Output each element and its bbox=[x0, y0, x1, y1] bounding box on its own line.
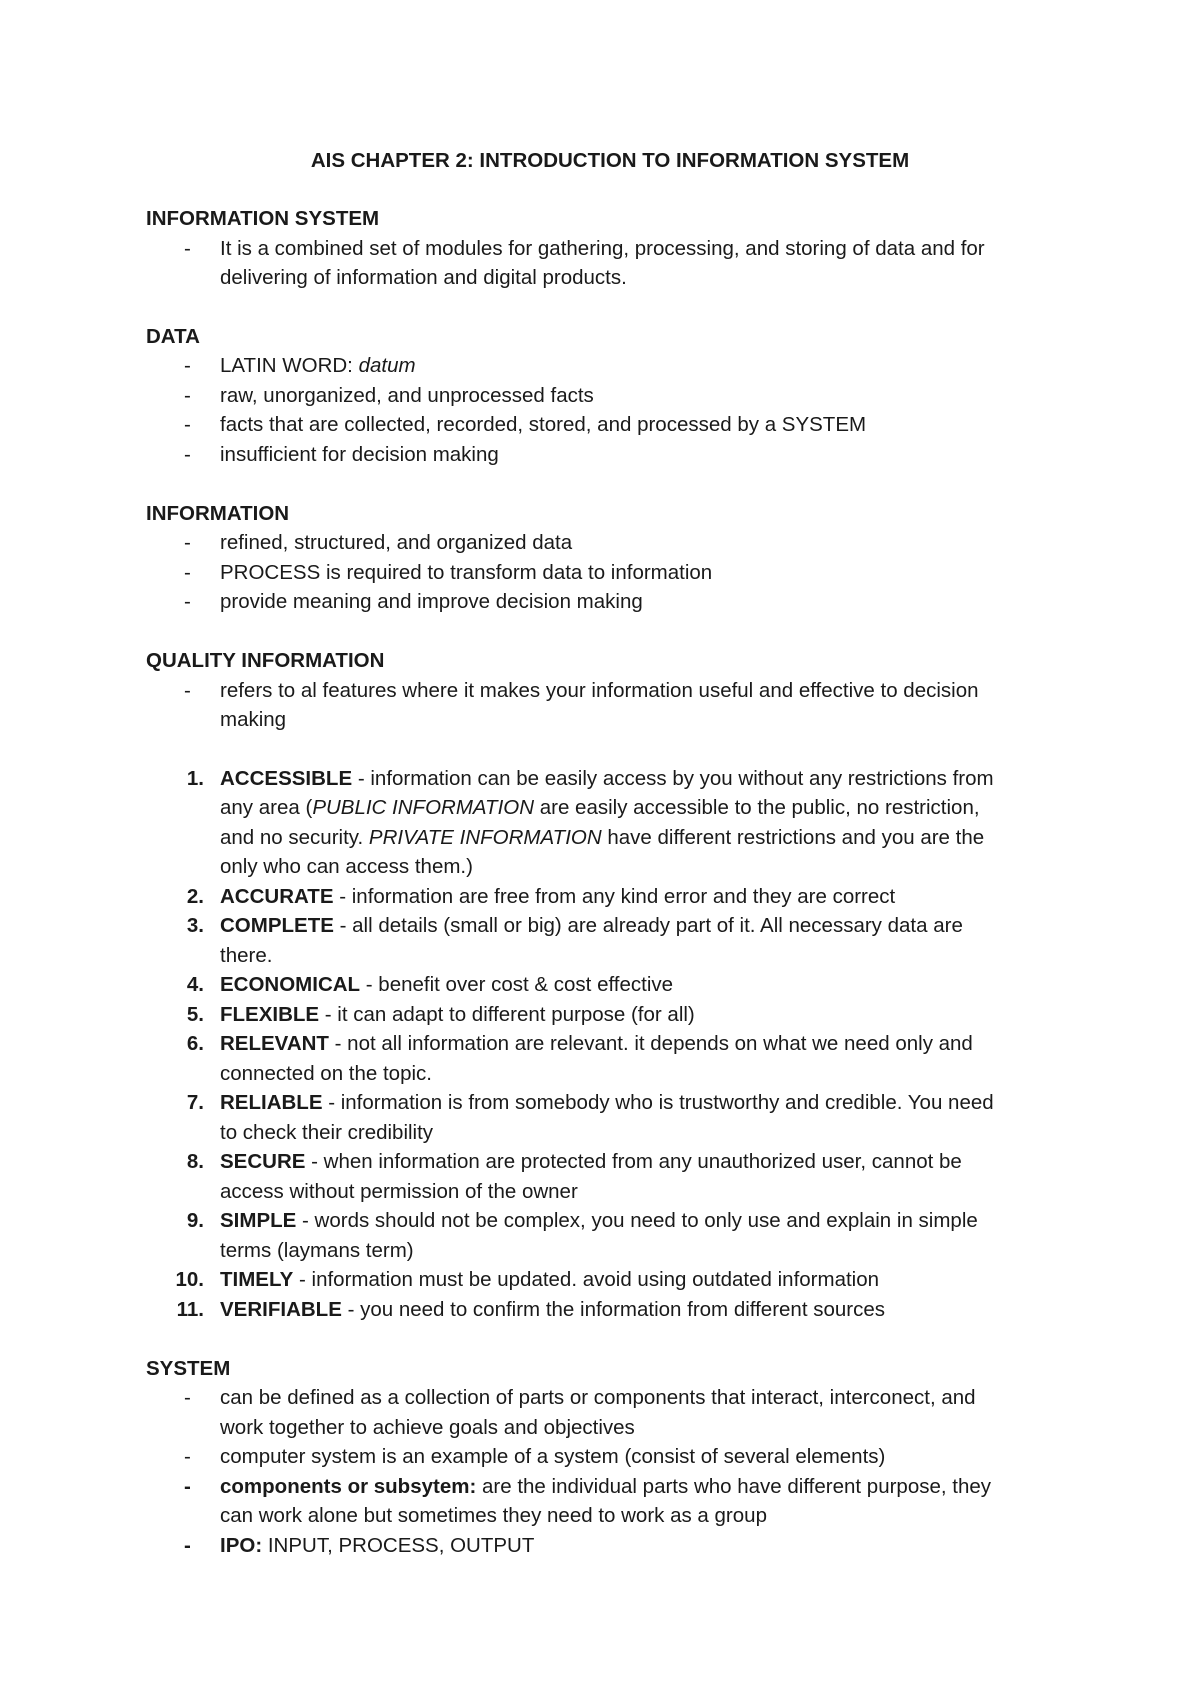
heading-system: SYSTEM bbox=[146, 1357, 231, 1380]
list-item-text: - when information are protected from any unauthorized user, cannot be bbox=[305, 1150, 962, 1173]
list-number: 7. bbox=[186, 1091, 204, 1114]
list-item-complete-line-1 bbox=[220, 911, 963, 941]
list-item-term: TIMELY bbox=[220, 1268, 294, 1291]
system-bullet-3-bold: components or subsytem: bbox=[220, 1475, 477, 1498]
list-item-term: FLEXIBLE bbox=[220, 1003, 320, 1026]
page-title: AIS CHAPTER 2: INTRODUCTION TO INFORMATION SYSTEM bbox=[310, 149, 910, 172]
list-item-text: have different restrictions and you are the bbox=[601, 826, 985, 849]
list-item-simple-line-2: terms (laymans term) bbox=[220, 1239, 414, 1262]
list-item-economical bbox=[220, 970, 673, 1000]
bullet-dash: - bbox=[184, 590, 191, 613]
list-item-verifiable bbox=[220, 1295, 885, 1325]
list-number: 8. bbox=[186, 1150, 204, 1173]
list-item-term: ACCURATE bbox=[220, 885, 334, 908]
list-item-accessible-line-1 bbox=[220, 764, 994, 794]
list-number: 3. bbox=[186, 914, 204, 937]
data-bullet-3: facts that are collected, recorded, stored, and processed by a SYSTEM bbox=[220, 413, 867, 436]
system-bullet-1-line-1: can be defined as a collection of parts or components that interact, interconect, and bbox=[220, 1386, 976, 1409]
system-bullet-4-bold: IPO: bbox=[220, 1534, 263, 1557]
bullet-dash: - bbox=[184, 561, 191, 584]
bullet-dash: - bbox=[184, 1445, 191, 1468]
list-item-term: COMPLETE bbox=[220, 914, 334, 937]
list-item-text: - information is from somebody who is trustworthy and credible. You need bbox=[322, 1091, 994, 1114]
list-item-text: - not all information are relevant. it depends on what we need only and bbox=[328, 1032, 973, 1055]
list-item-text: and no security. bbox=[220, 826, 369, 849]
list-item-italic: PUBLIC INFORMATION bbox=[312, 796, 535, 819]
information-bullet-3: provide meaning and improve decision making bbox=[220, 590, 643, 613]
list-item-term: VERIFIABLE bbox=[220, 1298, 342, 1321]
list-item-term: ACCESSIBLE bbox=[220, 767, 353, 790]
list-item-text: - information must be updated. avoid using outdated information bbox=[293, 1268, 880, 1291]
list-item-complete-line-2: there. bbox=[220, 944, 273, 967]
bullet-dash: - bbox=[184, 1534, 191, 1557]
system-bullet-4-text: INPUT, PROCESS, OUTPUT bbox=[262, 1534, 535, 1557]
list-item-secure-line-1 bbox=[220, 1147, 962, 1177]
system-bullet-3-line-1 bbox=[220, 1472, 991, 1502]
list-item-term: SECURE bbox=[220, 1150, 306, 1173]
list-item-text: - you need to confirm the information from different sources bbox=[341, 1298, 886, 1321]
list-item-text: any area ( bbox=[220, 796, 313, 819]
bullet-dash: - bbox=[184, 1475, 191, 1498]
data-bullet-1 bbox=[220, 351, 416, 381]
quality-bullet-line-2: making bbox=[220, 708, 287, 731]
information-system-bullet-line-2: delivering of information and digital products. bbox=[220, 266, 627, 289]
list-item-text: - it can adapt to different purpose (for all) bbox=[319, 1003, 695, 1026]
list-item-reliable-line-2: to check their credibility bbox=[220, 1121, 434, 1144]
list-item-term: RELEVANT bbox=[220, 1032, 329, 1055]
system-bullet-3-text: are the individual parts who have different purpose, they bbox=[476, 1475, 992, 1498]
bullet-dash: - bbox=[184, 384, 191, 407]
list-item-italic: PRIVATE INFORMATION bbox=[368, 826, 602, 849]
bullet-dash: - bbox=[184, 679, 191, 702]
bullet-dash: - bbox=[184, 531, 191, 554]
list-item-text: - words should not be complex, you need to only use and explain in simple bbox=[296, 1209, 978, 1232]
list-item-accurate bbox=[220, 882, 895, 912]
list-item-flexible bbox=[220, 1000, 695, 1030]
list-item-secure-line-2: access without permission of the owner bbox=[220, 1180, 578, 1203]
system-bullet-1-line-2: work together to achieve goals and objectives bbox=[220, 1416, 635, 1439]
list-item-term: SIMPLE bbox=[220, 1209, 297, 1232]
list-item-text: - all details (small or big) are already part of it. All necessary data are bbox=[333, 914, 963, 937]
list-item-term: RELIABLE bbox=[220, 1091, 323, 1114]
list-item-accessible-line-3 bbox=[220, 823, 984, 853]
list-item-reliable-line-1 bbox=[220, 1088, 994, 1118]
list-item-text: - information can be easily access by you without any restrictions from bbox=[352, 767, 994, 790]
list-item-accessible-line-2 bbox=[220, 793, 980, 823]
data-bullet-1-prefix: LATIN WORD: bbox=[220, 354, 359, 377]
information-bullet-2: PROCESS is required to transform data to information bbox=[220, 561, 713, 584]
list-item-term: ECONOMICAL bbox=[220, 973, 361, 996]
list-number: 2. bbox=[186, 885, 204, 908]
bullet-dash: - bbox=[184, 443, 191, 466]
list-item-text: - benefit over cost & cost effective bbox=[360, 973, 674, 996]
list-item-relevant-line-2: connected on the topic. bbox=[220, 1062, 432, 1085]
data-bullet-1-italic: datum bbox=[358, 354, 416, 377]
list-item-simple-line-1 bbox=[220, 1206, 978, 1236]
bullet-dash: - bbox=[184, 354, 191, 377]
list-item-timely bbox=[220, 1265, 879, 1295]
list-number: 5. bbox=[186, 1003, 204, 1026]
list-number: 1. bbox=[186, 767, 204, 790]
heading-information-system: INFORMATION SYSTEM bbox=[146, 207, 380, 230]
list-item-text: are easily accessible to the public, no restriction, bbox=[534, 796, 980, 819]
heading-quality-information: QUALITY INFORMATION bbox=[146, 649, 385, 672]
data-bullet-4: insufficient for decision making bbox=[220, 443, 499, 466]
system-bullet-2: computer system is an example of a system (consist of several elements) bbox=[220, 1445, 886, 1468]
list-number: 10. bbox=[175, 1268, 204, 1291]
list-number: 9. bbox=[186, 1209, 204, 1232]
list-number: 6. bbox=[186, 1032, 204, 1055]
list-item-text: - information are free from any kind error and they are correct bbox=[333, 885, 896, 908]
list-item-accessible-line-4: only who can access them.) bbox=[220, 855, 473, 878]
list-item-relevant-line-1 bbox=[220, 1029, 973, 1059]
information-bullet-1: refined, structured, and organized data bbox=[220, 531, 573, 554]
system-bullet-3-line-2: can work alone but sometimes they need to work as a group bbox=[220, 1504, 767, 1527]
information-system-bullet-line-1: It is a combined set of modules for gathering, processing, and storing of data and for bbox=[220, 237, 985, 260]
quality-bullet-line-1: refers to al features where it makes your information useful and effective to decision bbox=[220, 679, 979, 702]
heading-information: INFORMATION bbox=[146, 502, 290, 525]
list-number: 11. bbox=[176, 1298, 204, 1321]
data-bullet-2: raw, unorganized, and unprocessed facts bbox=[220, 384, 594, 407]
heading-data: DATA bbox=[146, 325, 200, 348]
list-number: 4. bbox=[186, 973, 204, 996]
bullet-dash: - bbox=[184, 413, 191, 436]
bullet-dash: - bbox=[184, 1386, 191, 1409]
bullet-dash: - bbox=[184, 237, 191, 260]
system-bullet-4 bbox=[220, 1531, 534, 1561]
